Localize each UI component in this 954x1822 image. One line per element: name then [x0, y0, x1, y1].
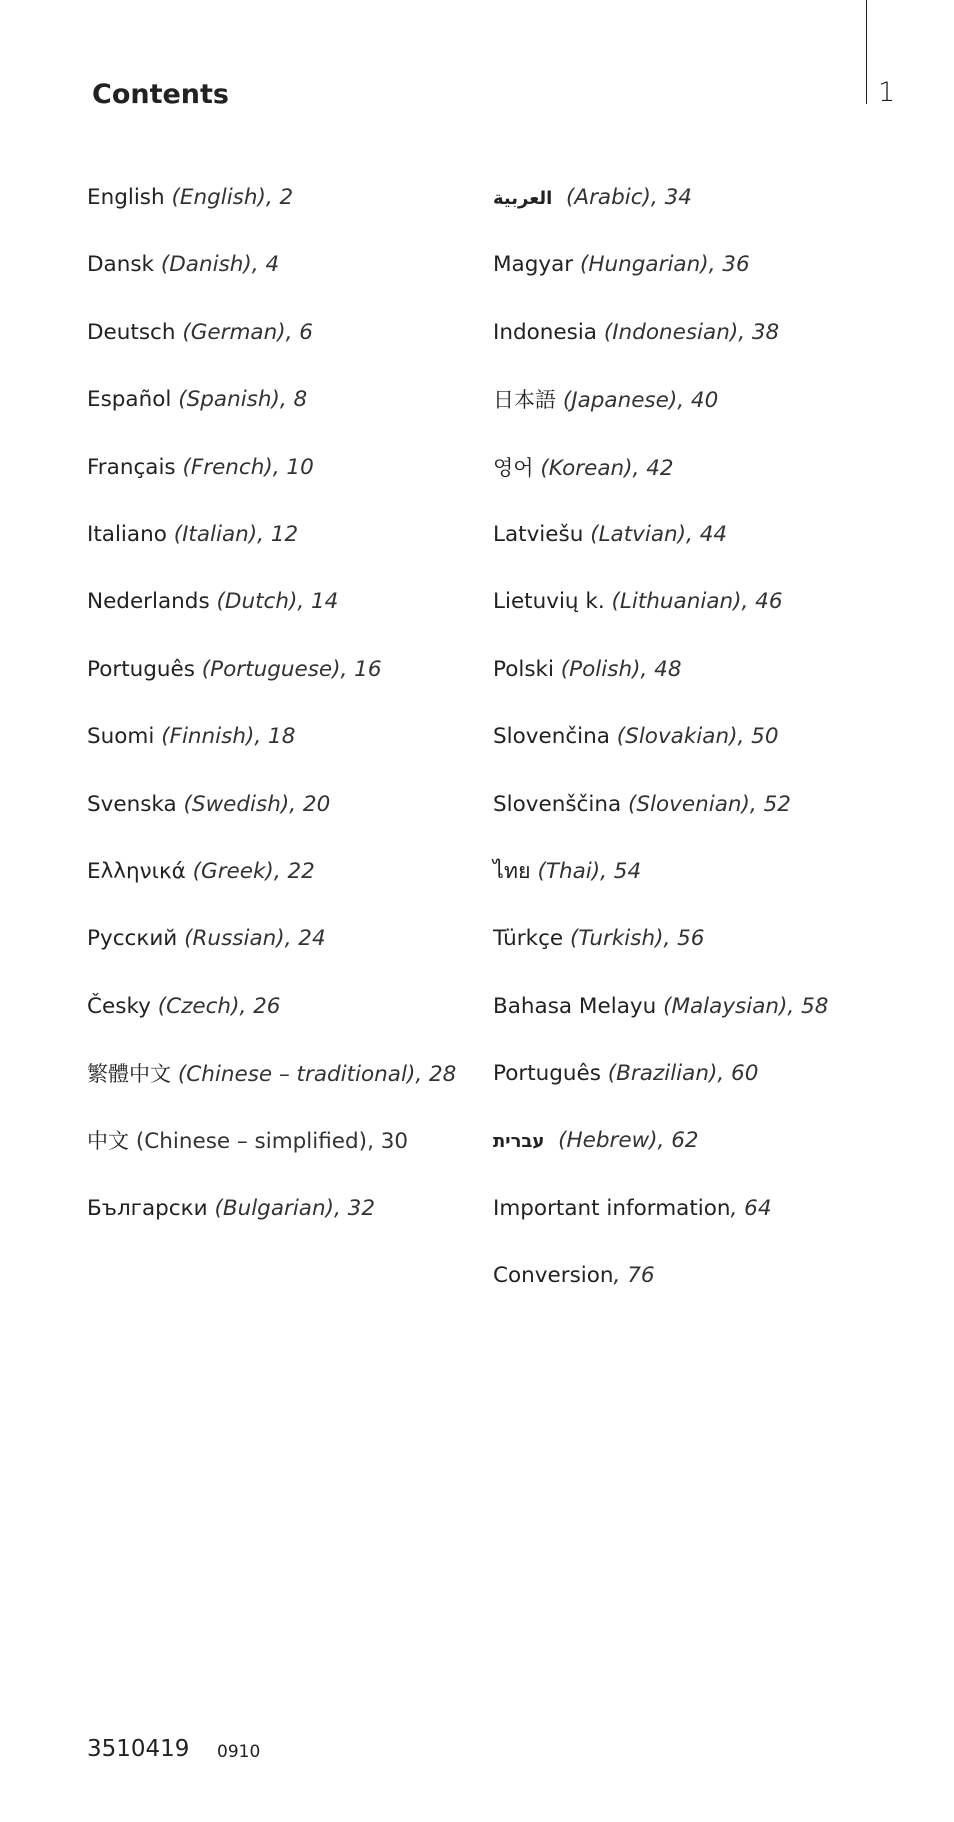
toc-english-name: (Japanese), 40 [562, 388, 719, 414]
toc-entry-bulgarian [87, 1192, 456, 1259]
toc-native-name: ไทย [493, 858, 531, 884]
toc-page-ref: , 76 [613, 1263, 655, 1289]
toc-entry-czech [87, 990, 456, 1057]
toc-entry-german [87, 316, 456, 383]
toc-native-name: Deutsch [87, 319, 176, 345]
toc-native-name: Magyar [493, 252, 574, 278]
toc-entry-indonesian [493, 316, 828, 383]
toc-english-name: (Bulgarian), 32 [214, 1195, 376, 1221]
toc-english-name: (Malaysian), 58 [663, 993, 829, 1019]
toc-native-name: Ελληνικά [87, 858, 186, 884]
toc-english-name: (Chinese – simplified), 30 [135, 1129, 409, 1155]
toc-entry-arabic [493, 181, 828, 248]
toc-english-name: (Latvian), 44 [590, 521, 728, 547]
toc-native-name: Български [87, 1195, 208, 1221]
toc-entry-important-information [493, 1192, 828, 1259]
toc-native-name: 中文 [87, 1129, 129, 1154]
toc-entry-english [87, 181, 456, 248]
toc-native-name: Conversion [493, 1263, 614, 1289]
toc-page-ref: , 64 [730, 1195, 772, 1221]
toc-native-name: Česky [87, 993, 151, 1019]
toc-native-name: Português [493, 1061, 601, 1087]
toc-english-name: (Thai), 54 [537, 858, 642, 884]
toc-native-name: 繁體中文 [87, 1062, 171, 1087]
toc-english-name: (Arabic), 34 [565, 185, 692, 210]
toc-entry-danish [87, 248, 456, 315]
page-number-rule [866, 0, 867, 104]
toc-english-name: (Danish), 4 [160, 252, 280, 278]
toc-entry-hungarian [493, 248, 828, 315]
toc-english-name: (Finnish), 18 [161, 724, 296, 750]
toc-entry-dutch [87, 585, 456, 652]
toc-entry-latvian [493, 518, 828, 585]
toc-entry-greek [87, 855, 456, 922]
toc-english-name: (Italian), 12 [173, 521, 299, 547]
toc-entry-chinese-traditional [87, 1057, 456, 1124]
document-date-code: 0910 [217, 1742, 261, 1762]
toc-entry-malaysian [493, 990, 828, 1057]
toc-english-name: (French), 10 [182, 454, 314, 480]
toc-english-name: (Korean), 42 [540, 455, 674, 481]
toc-entry-lithuanian [493, 585, 828, 652]
toc-column-right [493, 181, 828, 1327]
toc-native-name: Suomi [87, 724, 155, 750]
toc-native-name: Français [87, 454, 176, 480]
toc-english-name: (Dutch), 14 [216, 589, 339, 615]
toc-entry-portuguese [87, 653, 456, 720]
toc-entry-conversion [493, 1259, 828, 1326]
toc-native-name: Bahasa Melayu [493, 993, 657, 1019]
toc-entry-finnish [87, 720, 456, 787]
toc-entry-turkish [493, 922, 828, 989]
toc-native-name: Lietuvių k. [493, 589, 605, 615]
toc-native-name: Türkçe [493, 926, 564, 952]
toc-entry-french [87, 451, 456, 518]
toc-entry-spanish [87, 383, 456, 450]
toc-native-name: Svenska [87, 791, 177, 817]
toc-native-name: 영어 [493, 455, 534, 480]
toc-entry-japanese [493, 383, 828, 450]
toc-english-name: (Hebrew), 62 [558, 1128, 699, 1154]
toc-entry-polish [493, 653, 828, 720]
toc-english-name: (Greek), 22 [192, 858, 315, 884]
toc-english-name: (Russian), 24 [184, 926, 326, 952]
toc-native-name: Русский [87, 926, 178, 952]
toc-entry-swedish [87, 788, 456, 855]
toc-native-name: English [87, 185, 165, 210]
toc-english-name: (Slovenian), 52 [628, 791, 791, 817]
toc-entry-brazilian [493, 1057, 828, 1124]
toc-english-name: (Turkish), 56 [570, 926, 705, 952]
toc-english-name: (Chinese – traditional), 28 [177, 1062, 457, 1088]
toc-native-name: 日本語 [493, 388, 556, 413]
toc-english-name: (Czech), 26 [157, 993, 281, 1019]
toc-english-name: (Indonesian), 38 [603, 319, 780, 345]
toc-entry-korean [493, 451, 828, 518]
toc-english-name: (Spanish), 8 [178, 387, 308, 413]
toc-native-name: Italiano [87, 521, 167, 547]
toc-english-name: (Brazilian), 60 [607, 1061, 759, 1087]
toc-native-name: Indonesia [493, 319, 597, 345]
toc-native-name: Important information [493, 1195, 731, 1221]
toc-entry-slovakian [493, 720, 828, 787]
toc-native-name: Slovenščina [493, 791, 622, 817]
toc-native-name: Português [87, 656, 195, 682]
toc-entry-thai [493, 855, 828, 922]
toc-english-name: (Slovakian), 50 [616, 724, 779, 750]
toc-entry-russian [87, 922, 456, 989]
toc-column-left [87, 181, 456, 1259]
toc-english-name: (Lithuanian), 46 [611, 589, 783, 615]
page-title: Contents [92, 79, 230, 110]
toc-native-name: Español [87, 387, 172, 413]
toc-native-name: Polski [493, 656, 554, 682]
toc-entry-italian [87, 518, 456, 585]
toc-native-name: Dansk [87, 252, 155, 278]
page-number: 1 [878, 77, 896, 108]
toc-native-name: Nederlands [87, 589, 210, 615]
toc-native-name: العربية [493, 188, 553, 209]
toc-english-name: (Polish), 48 [560, 656, 682, 682]
toc-native-name: Latviešu [493, 521, 584, 547]
toc-english-name: (Portuguese), 16 [201, 656, 382, 682]
toc-english-name: (English), 2 [171, 185, 294, 210]
toc-native-name: עברית [493, 1131, 545, 1153]
toc-english-name: (German), 6 [182, 319, 313, 345]
toc-entry-slovenian [493, 788, 828, 855]
toc-entry-hebrew [493, 1124, 828, 1191]
toc-english-name: (Hungarian), 36 [579, 252, 750, 278]
toc-entry-chinese-simplified [87, 1124, 456, 1191]
toc-native-name: Slovenčina [493, 724, 610, 750]
document-code: 3510419 [87, 1736, 190, 1762]
toc-english-name: (Swedish), 20 [183, 791, 331, 817]
